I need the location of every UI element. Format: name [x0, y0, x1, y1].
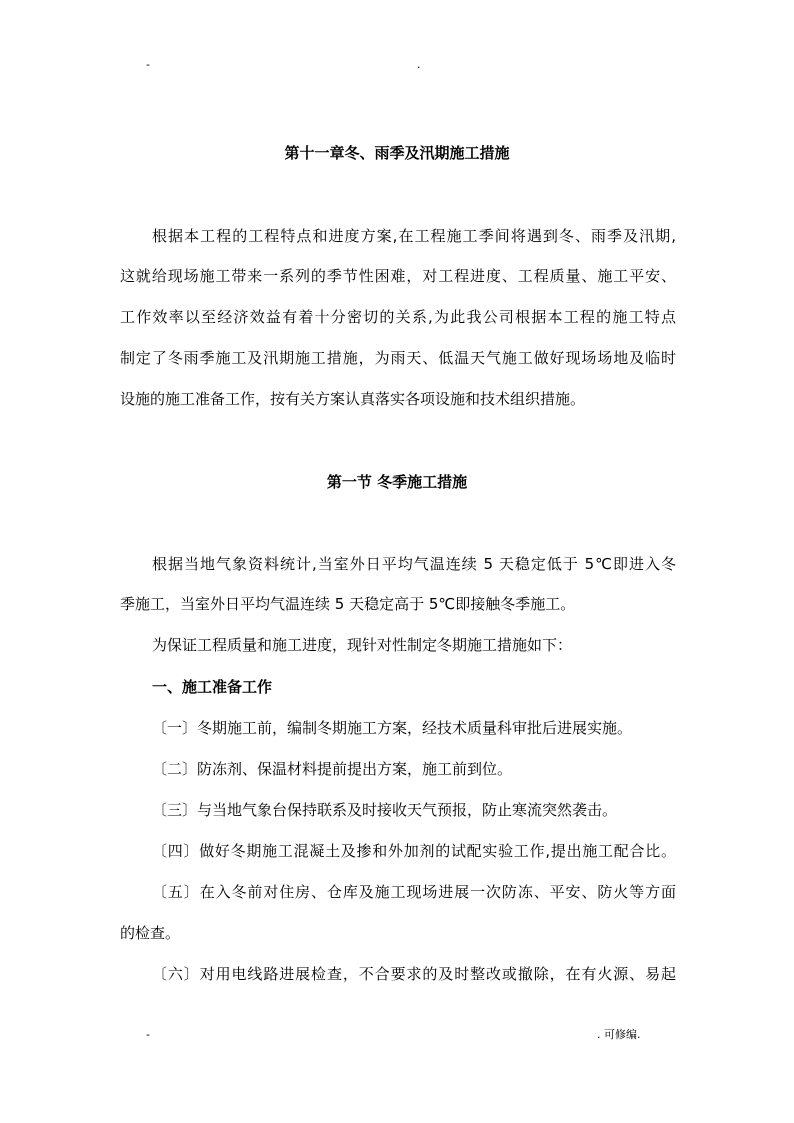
winter-line: 季施工，当室外日平均气温连续 5 天稳定高于 5℃即接触冬季施工。 — [120, 595, 576, 613]
sub-heading: 一、施工准备工作 — [152, 678, 273, 696]
list-item: 〔二〕防冻剂、保温材料提前提出方案，施工前到位。 — [152, 760, 513, 778]
intro-line: 根据本工程的工程特点和进度方案,在工程施工季间将遇到冬、雨季及汛期, — [152, 227, 676, 245]
list-item-continuation: 的检查。 — [120, 924, 181, 942]
footer-right-text: . 可修编. — [597, 1028, 641, 1041]
intro-line: 工作效率以至经济效益有着十分密切的关系,为此我公司根据本工程的施工特点 — [120, 308, 676, 326]
list-item: 〔四〕做好冬期施工混凝土及掺和外加剂的试配实验工作,提出施工配合比。 — [152, 842, 676, 860]
intro-line: 设施的施工准备工作，按有关方案认真落实各项设施和技术组织措施。 — [120, 390, 586, 408]
intro-line: 这就给现场施工带来一系列的季节性困难，对工程进度、工程质量、施工平安、 — [120, 267, 676, 285]
list-item: 〔五〕在入冬前对住房、仓库及施工现场进展一次防冻、平安、防火等方面 — [152, 883, 676, 901]
footer-left-mark: - — [146, 1028, 150, 1041]
lead-in-line: 为保证工程质量和施工进度，现针对性制定冬期施工措施如下： — [152, 636, 573, 654]
section-title: 第一节 冬季施工措施 — [326, 473, 468, 491]
winter-line: 根据当地气象资料统计,当室外日平均气温连续 5 天稳定低于 5℃即进入冬 — [152, 555, 676, 573]
list-item: 〔三〕与当地气象台保持联系及时接收天气预报，防止寒流突然袭击。 — [152, 801, 618, 819]
header-left-mark: - — [146, 58, 150, 71]
list-item: 〔一〕冬期施工前，编制冬期施工方案，经技术质量科审批后进展实施。 — [152, 719, 633, 737]
header-center-mark: . — [417, 58, 421, 71]
list-item: 〔六〕对用电线路进展检查，不合要求的及时整改或撤除，在有火源、易起 — [152, 965, 676, 983]
intro-line: 制定了冬雨季施工及汛期施工措施，为雨天、低温天气施工做好现场场地及临时 — [120, 349, 676, 367]
chapter-title: 第十一章冬、雨季及汛期施工措施 — [284, 144, 510, 162]
